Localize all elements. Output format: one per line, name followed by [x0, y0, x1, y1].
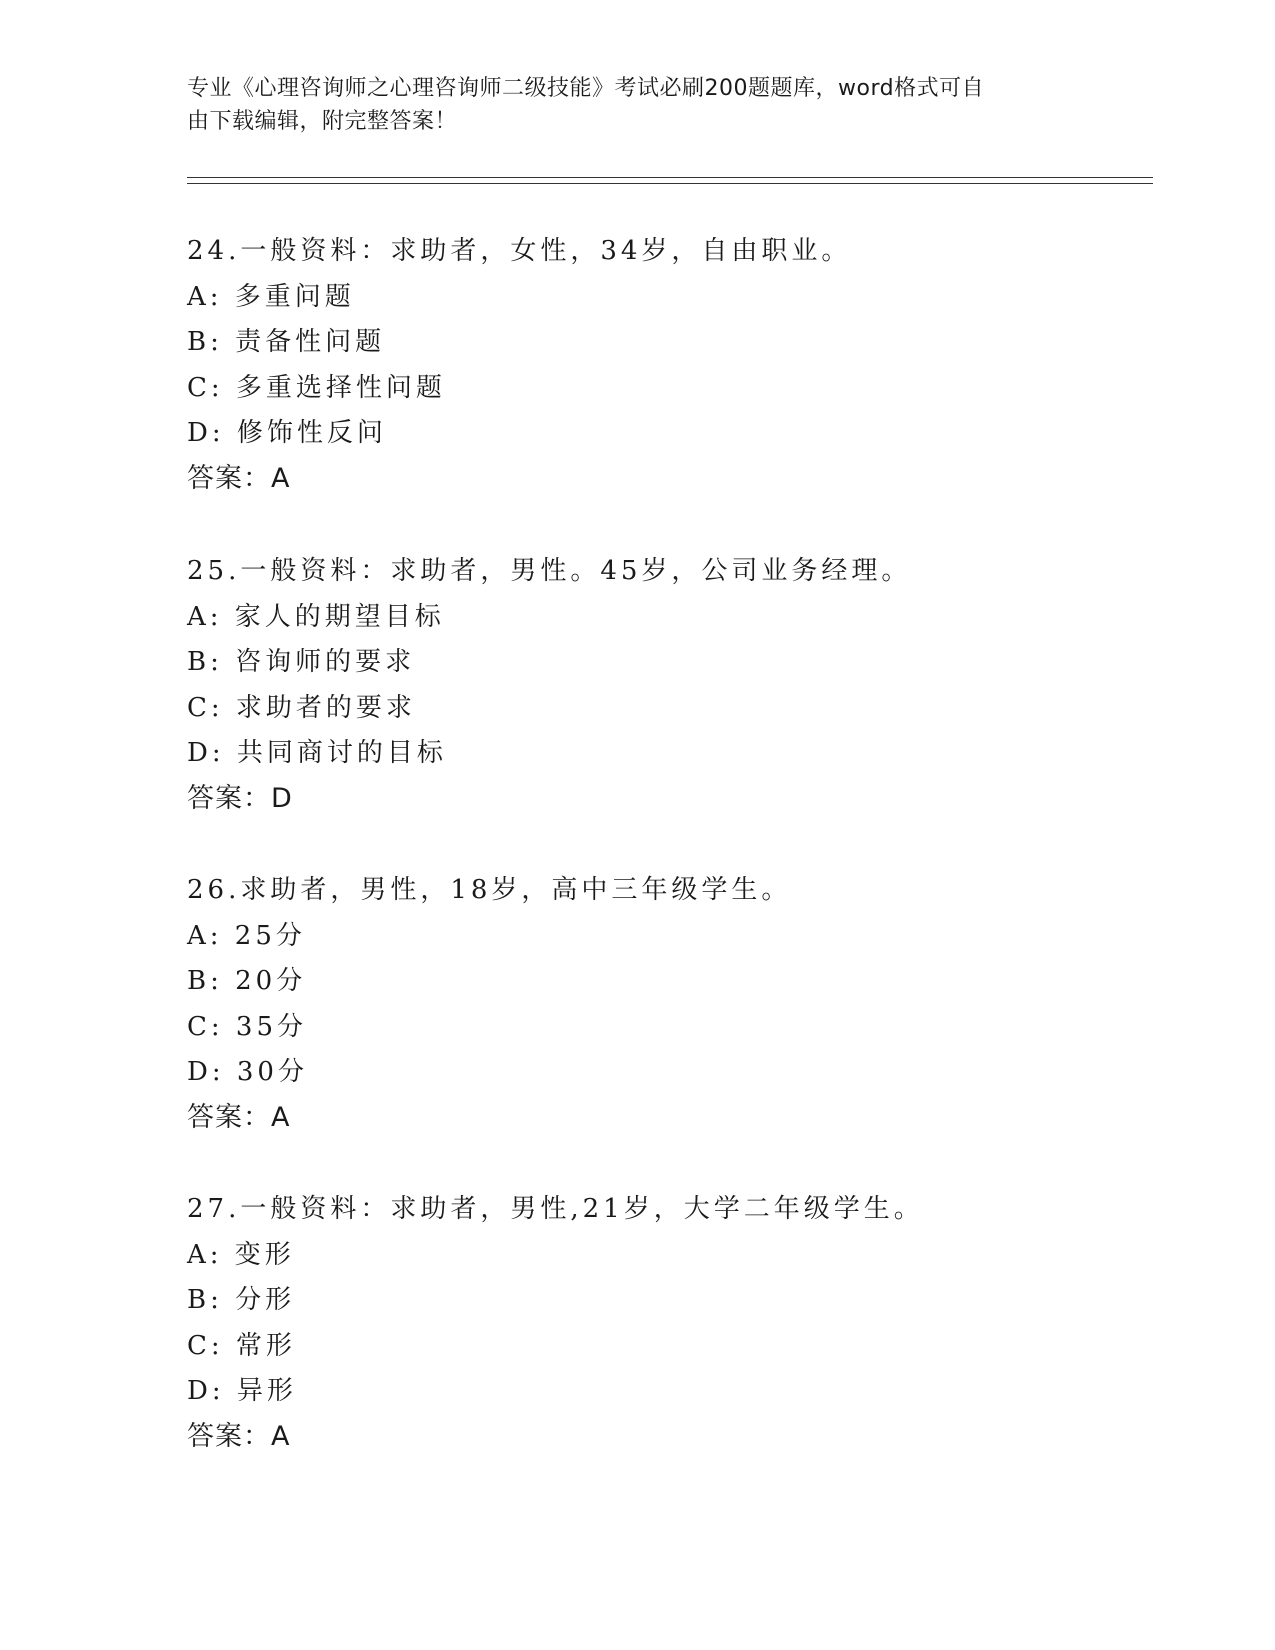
answer-line — [187, 1103, 1147, 1149]
option-d: D: 共同商讨的目标 — [187, 738, 447, 768]
header-divider-bottom — [187, 183, 1153, 184]
option-b: B: 20分 — [187, 966, 307, 996]
question-27 — [187, 1194, 1147, 1467]
option-b: B: 责备性问题 — [187, 327, 386, 357]
answer-label: 答案： — [187, 1420, 271, 1452]
option-c: C: 求助者的要求 — [187, 692, 416, 723]
question-24 — [187, 236, 1147, 509]
question-text: 25.一般资料：求助者，男性。45岁，公司业务经理。 — [187, 556, 912, 586]
answer-value: A — [271, 1101, 290, 1133]
option-d: D: 30分 — [187, 1057, 308, 1087]
option-a: A: 25分 — [187, 920, 306, 951]
header-divider-top — [187, 177, 1153, 178]
option-d: D: 异形 — [187, 1376, 297, 1406]
answer-label: 答案： — [187, 462, 271, 494]
answer-label: 答案： — [187, 782, 271, 814]
option-a: A: 变形 — [187, 1239, 295, 1270]
question-26 — [187, 875, 1147, 1148]
option-a: A: 多重问题 — [187, 281, 355, 312]
question-text: 26.求助者，男性，18岁，高中三年级学生。 — [187, 875, 792, 905]
answer-line — [187, 784, 1147, 830]
answer-value: A — [271, 1420, 290, 1452]
question-text: 24.一般资料：求助者，女性，34岁，自由职业。 — [187, 236, 852, 266]
question-text: 27.一般资料：求助者，男性,21岁，大学二年级学生。 — [187, 1194, 924, 1224]
option-a: A: 家人的期望目标 — [187, 601, 445, 632]
answer-value: D — [271, 782, 292, 814]
option-b: B: 分形 — [187, 1285, 296, 1315]
option-c: C: 多重选择性问题 — [187, 372, 446, 403]
header-line-2: 由下载编辑，附完整答案！ — [187, 109, 458, 134]
header-line-1: 专业《心理咨询师之心理咨询师二级技能》考试必刷200题题库，word格式可自 — [187, 76, 985, 101]
option-d: D: 修饰性反问 — [187, 418, 387, 448]
option-b: B: 咨询师的要求 — [187, 647, 416, 677]
option-c: C: 35分 — [187, 1011, 308, 1042]
answer-line — [187, 1422, 1147, 1468]
answer-label: 答案： — [187, 1101, 271, 1133]
document-header — [187, 72, 1067, 138]
answer-value: A — [271, 462, 290, 494]
option-c: C: 常形 — [187, 1330, 296, 1361]
question-25 — [187, 556, 1147, 829]
answer-line — [187, 464, 1147, 510]
